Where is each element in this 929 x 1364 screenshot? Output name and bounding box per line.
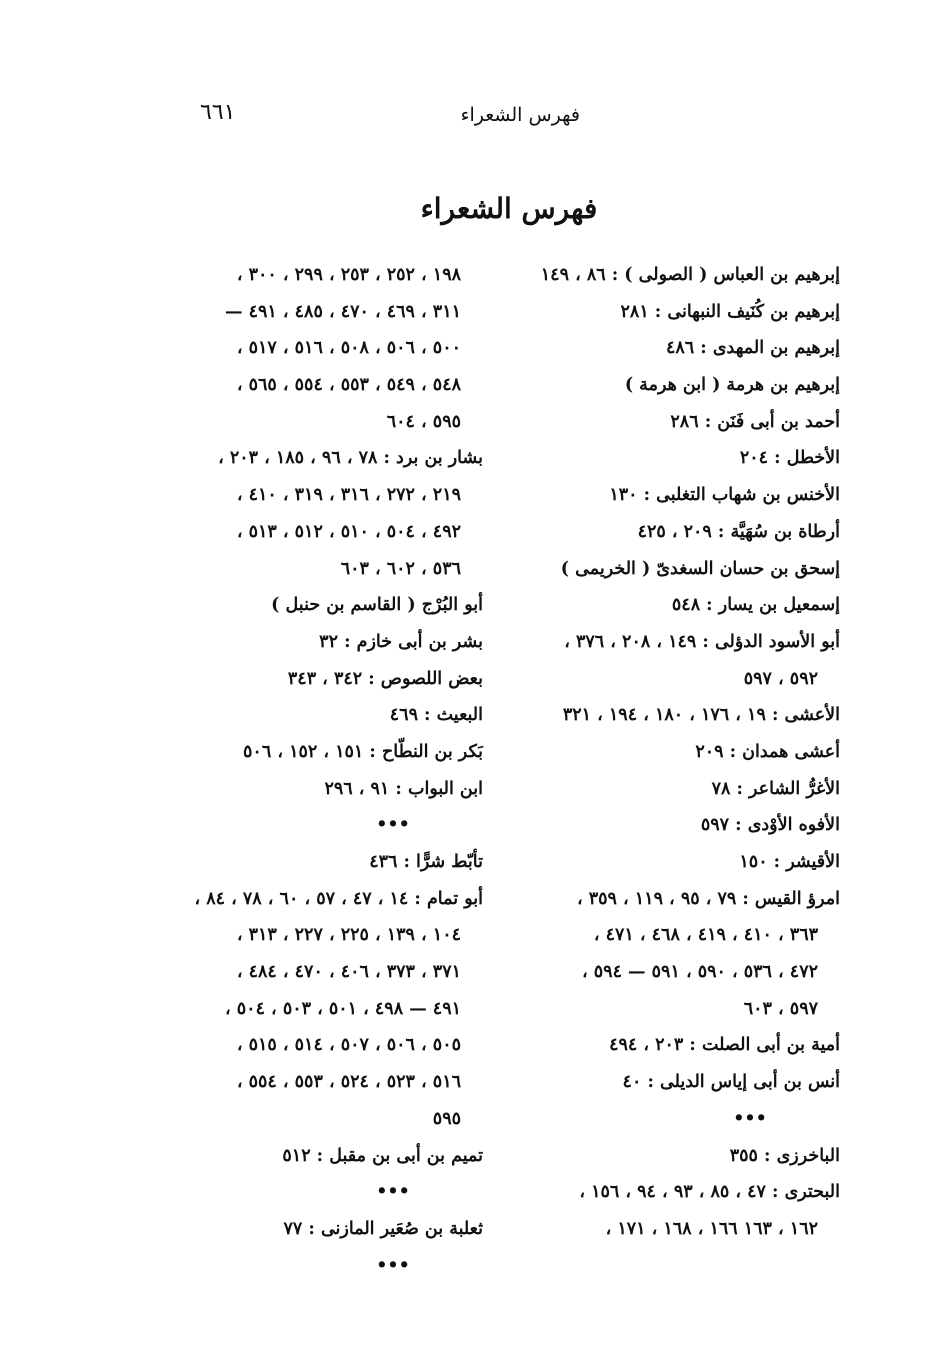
poet-entry: إبرهيم بن المهدى : ٤٨٦: [665, 338, 840, 359]
poet-entry: أرطاة بن سُهَيَّة : ٢٠٩ ، ٤٢٥: [637, 521, 840, 542]
entry-continuation-line: ٥٠٠ ، ٥٠٦ ، ٥٠٨ ، ٥١٦ ، ٥١٧ ،: [236, 338, 461, 359]
entry-continuation-line: ٥٩٥: [432, 1108, 461, 1129]
poet-entry: إبرهيم بن كُنَيف النبهانى : ٢٨١: [620, 301, 840, 322]
section-separator: •••: [376, 815, 410, 836]
left-column: [183, 257, 483, 1284]
poet-entry: الأخنس بن شهاب التغلبى : ١٣٠: [609, 485, 840, 506]
poet-entry: تأبّط شرًّا : ٤٣٦: [369, 852, 483, 872]
entry-continuation-line: ٤٩١ — ٤٩٨ ، ٥٠١ ، ٥٠٣ ، ٥٠٤ ،: [225, 998, 461, 1019]
entry-continuation-line: ٥٠٥ ، ٥٠٦ ، ٥٠٧ ، ٥١٤ ، ٥١٥ ،: [236, 1035, 461, 1056]
entry-continuation-line: ٣٦٣ ، ٤١٠ ، ٤١٩ ، ٤٦٨ ، ٤٧١ ،: [593, 925, 818, 946]
entry-continuation-line: ٥١٦ ، ٥٢٣ ، ٥٢٤ ، ٥٥٣ ، ٥٥٤ ،: [236, 1072, 461, 1093]
poet-entry: بشر بن أبى خازم : ٣٢: [319, 631, 483, 652]
poet-entry: الأفوه الأوْدى : ٥٩٧: [700, 815, 840, 836]
poet-entry: إسمعيل بن يسار : ٥٤٨: [671, 595, 840, 616]
poet-entry: الباخرزى : ٣٥٥: [729, 1145, 840, 1166]
right-column: [540, 257, 840, 1248]
poet-entry: أبو البُرْج ( القاسم بن حنبل ): [271, 595, 483, 616]
entry-continuation-line: ٣١١ ، ٤٦٩ ، ٤٧٠ ، ٤٨٥ ، ٤٩١ —: [225, 301, 461, 322]
poet-entry: البحترى : ٤٧ ، ٨٥ ، ٩٣ ، ٩٤ ، ١٥٦ ،: [579, 1182, 840, 1203]
poet-entry: الأخطل : ٢٠٤: [739, 448, 840, 469]
poet-entry: أعشى همدان : ٢٠٩: [695, 741, 840, 762]
entry-continuation-line: ٣٧١ ، ٣٧٣ ، ٤٠٦ ، ٤٧٠ ، ٤٨٤ ،: [236, 962, 461, 983]
poet-entry: أنس بن أبى إياس الديلى : ٤٠: [622, 1072, 840, 1093]
entry-continuation-line: ٥٩٢ ، ٥٩٧: [743, 668, 818, 689]
poet-entry: إسحق بن حسان السغدىّ ( الخريمى ): [560, 558, 840, 579]
poet-entry: الأغرُّ الشاعر : ٧٨: [711, 778, 840, 799]
poet-entry: بعض اللصوص : ٣٤٢ ، ٣٤٣: [287, 668, 483, 689]
entry-continuation-line: ٥٩٧ ، ٦٠٣: [743, 998, 818, 1019]
entry-continuation-line: ١٩٨ ، ٢٥٢ ، ٢٥٣ ، ٢٩٩ ، ٣٠٠ ،: [236, 265, 461, 285]
running-title: فهرس الشعراء: [460, 104, 580, 126]
entry-continuation-line: ٢١٩ ، ٢٧٢ ، ٣١٦ ، ٣١٩ ، ٤١٠ ،: [236, 485, 461, 506]
entry-continuation-line: ٤٩٢ ، ٥٠٤ ، ٥١٠ ، ٥١٢ ، ٥١٣ ،: [236, 521, 461, 542]
poet-entry: أبو تمام : ١٤ ، ٤٧ ، ٥٧ ، ٦٠ ، ٧٨ ، ٨٤ ،: [194, 888, 483, 909]
poet-entry: امرؤ القيس : ٧٩ ، ٩٥ ، ١١٩ ، ٣٥٩ ،: [576, 888, 840, 909]
entry-continuation-line: ٥٣٦ ، ٦٠٢ ، ٦٠٣: [340, 558, 461, 579]
poet-entry: بشار بن برد : ٧٨ ، ٩٦ ، ١٨٥ ، ٢٠٣ ،: [218, 448, 483, 469]
poet-entry: بَكر بن النطّاح : ١٥١ ، ١٥٢ ، ٥٠٦: [243, 741, 483, 762]
poet-entry: أبو الأسود الدؤلى : ١٤٩ ، ٢٠٨ ، ٣٧٦ ،: [564, 631, 840, 652]
section-separator: •••: [376, 1255, 410, 1276]
poet-entry: إبرهيم بن هرمة ( ابن هرمة ): [624, 375, 840, 396]
poet-entry: إبرهيم بن العباس ( الصولى ) : ٨٦ ، ١٤٩: [540, 265, 840, 285]
poet-entry: الأقيشر : ١٥٠: [739, 852, 840, 872]
poet-entry: ثعلبة بن صُعَير المازنى : ٧٧: [283, 1218, 483, 1239]
poet-entry: تميم بن أبى بن مقبل : ٥١٢: [282, 1145, 483, 1166]
entry-continuation-line: ١٠٤ ، ١٣٩ ، ٢٢٥ ، ٢٢٧ ، ٣١٣ ،: [236, 925, 461, 946]
index-title: فهرس الشعراء: [420, 192, 598, 225]
entry-continuation-line: ٤٧٢ ، ٥٣٦ ، ٥٩٠ ، ٥٩١ — ٥٩٤ ،: [582, 962, 818, 983]
section-separator: •••: [376, 1182, 410, 1203]
poet-entry: البعيث : ٤٦٩: [389, 705, 483, 726]
entry-continuation-line: ١٦٢ ، ١٦٣ ١٦٦ ، ١٦٨ ، ١٧١ ،: [605, 1218, 818, 1239]
poet-entry: الأعشى : ١٩ ، ١٧٦ ، ١٨٠ ، ١٩٤ ، ٣٢١: [562, 705, 840, 726]
poet-entry: ابن البواب : ٩١ ، ٢٩٦: [324, 778, 483, 799]
poet-entry: أمية بن أبى الصلت : ٢٠٣ ، ٤٩٤: [609, 1035, 840, 1056]
section-separator: •••: [733, 1108, 767, 1129]
entry-continuation-line: ٥٤٨ ، ٥٤٩ ، ٥٥٣ ، ٥٥٤ ، ٥٦٥ ،: [236, 375, 461, 396]
entry-continuation-line: ٥٩٥ ، ٦٠٤: [386, 411, 461, 432]
page-number: ٦٦١: [200, 100, 236, 125]
poet-entry: أحمد بن أبى فَنَن : ٢٨٦: [670, 411, 840, 432]
